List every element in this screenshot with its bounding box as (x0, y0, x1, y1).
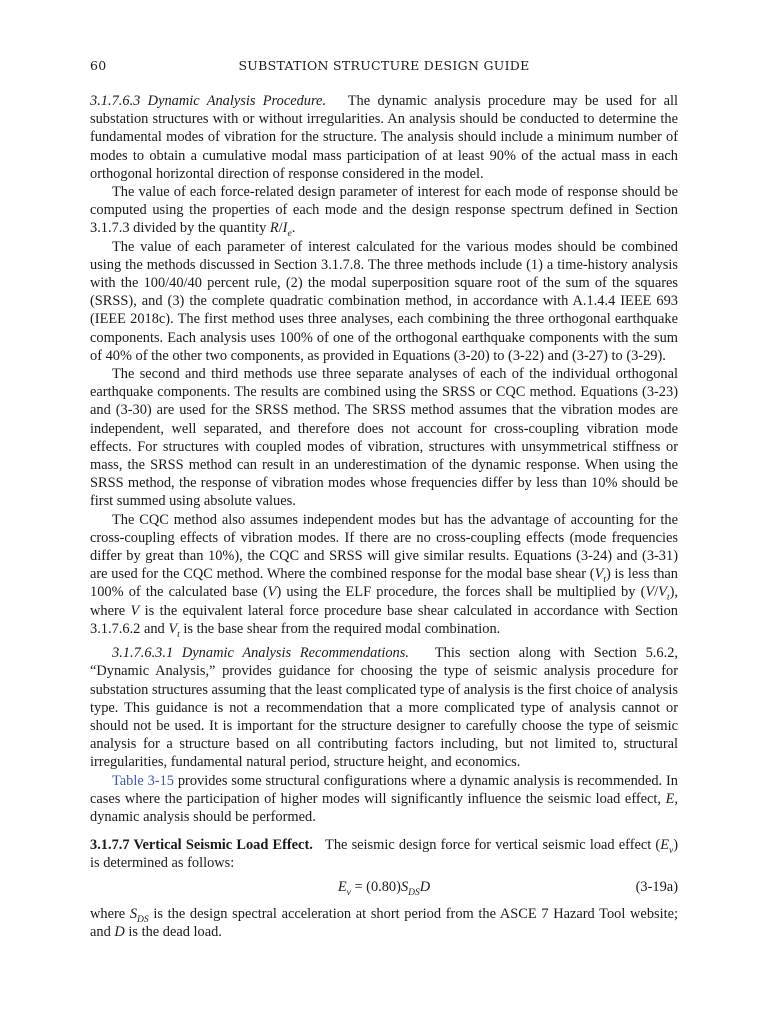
vertical-seismic-paragraph: 3.1.7.7 Vertical Seismic Load Effect. The seismic design force for vertical seismic load effect $(E_v)$ is determined as follows: (90, 837, 679, 872)
design-parameter-paragraph: The value of each force-related design parameter of interest for each mode of response should be computed using the properties of each mode and the design response spectrum defined in Section 3.1.7.3 divided by the quantity $R/I_e$. (90, 184, 678, 240)
vertical-seismic-heading: 3.1.7.7 Vertical Seismic Load Effect. (90, 837, 313, 854)
srss-paragraph: The second and third methods use three separate analyses of each of the individual orthogonal earthquake components. The results are combined using the SRSS or CQC method. Equations (3-23) and (3-30) are used for the SRSS method. The SRSS method assumes that the vibration modes are independent, well separated, and therefore does not account for cross-coupling vibration mode effects. For structures with coupled modes of vibration, structures with unsymmetrical stiffness or mass, the SRSS method can result in an underestimation of the dynamic response. When using the SRSS method, the response of vibration modes whose frequencies differ by less than 10% should be first summed using absolute values. (90, 366, 678, 510)
combination-methods-paragraph: The value of each parameter of interest calculated for the various modes should be combined using the methods discussed in Section 3.1.7.8. The three methods include (1) a time-history analysis with the 100/40/40 percent rule, (2) the modal superposition square root of the sum of the squares (SRSS), and (3) the complete quadratic combination method, in accordance with A.1.4.4 IEEE 693 (IEEE 2018c). The first method uses three analyses, each combining the three orthogonal earthquake components. Each analysis uses 100% of one of the orthogonal earthquake components with the sum of 40% of the other two components, as provided in Equations (3-20) to (3-22) and (3-27) to (3-29). (90, 238, 678, 364)
recommendations-paragraph: 3.1.7.6.3.1 Dynamic Analysis Recommendations. This section along with Section 5.6.2, “Dynamic Analysis,” provides guidance for choosing the type of seismic analysis procedure for substation structures assuming that the least complicated type of analysis is the first choice of analysis type. This guidance is not a recommendation that a more complicated type of analysis cannot or should not be used. It is important for the structure designer to carefully choose the type of seismic analysis for a structure based on all contributing factors including, but not limited to, structural irregularities, fundamental natural period, structure height, and economics. (90, 645, 678, 771)
equation-3-19a (90, 876, 678, 898)
page-number: 60 (90, 58, 107, 73)
equation-definitions-paragraph: where $S_{DS}$ is the design spectral acceleration at short period from the ASCE 7 Hazard Tool website; and D is the dead load. (90, 905, 678, 940)
running-header (90, 58, 678, 74)
table-reference-paragraph: Table 3-15 provides some structural configurations where a dynamic analysis is recommended. In cases where the participation of higher modes will significantly influence the seismic load effect, E, dynamic analysis should be performed. (90, 772, 678, 825)
cqc-paragraph: The CQC method also assumes independent modes but has the advantage of accounting for the cross-coupling effects of vibration modes. If there are no cross-coupling effects (mode frequencies differ by great than 10%), the CQC and SRSS will give similar results. Equations (3-24) and (3-31) are used for the CQC method. Where the combined response for the modal base shear $(V_t)$ is less than 100% of the calculated base (V) using the ELF procedure, the forces shall be multiplied by $(V/V_t)$, where V is the equivalent lateral force procedure base shear calculated in accordance with Section 3.1.7.6.2 and $V_t$ is the base shear from the required modal combination. (90, 511, 678, 640)
dynamic-procedure-heading: 3.1.7.6.3 Dynamic Analysis Procedure. (90, 93, 327, 109)
equation-expression: $E_v = (0.80)S_{DS}D$ (337, 878, 431, 898)
recommendations-heading: 3.1.7.6.3.1 Dynamic Analysis Recommendations. (112, 645, 409, 662)
dynamic-procedure-paragraph: 3.1.7.6.3 Dynamic Analysis Procedure. The dynamic analysis procedure may be used for all substation structures with or without irregularities. An analysis should be conducted to determine the fundamental modes of vibration for the structure. The analysis should include a minimum number of modes to obtain a cumulative modal mass participation of at least 90% of the actual mass in each orthogonal horizontal direction of response considered in the model. (90, 93, 678, 182)
equation-number: (3-19a) (635, 878, 678, 895)
table-3-15-link[interactable]: Table 3-15 (112, 772, 174, 789)
body-text (90, 92, 678, 941)
running-title: SUBSTATION STRUCTURE DESIGN GUIDE (238, 58, 530, 73)
